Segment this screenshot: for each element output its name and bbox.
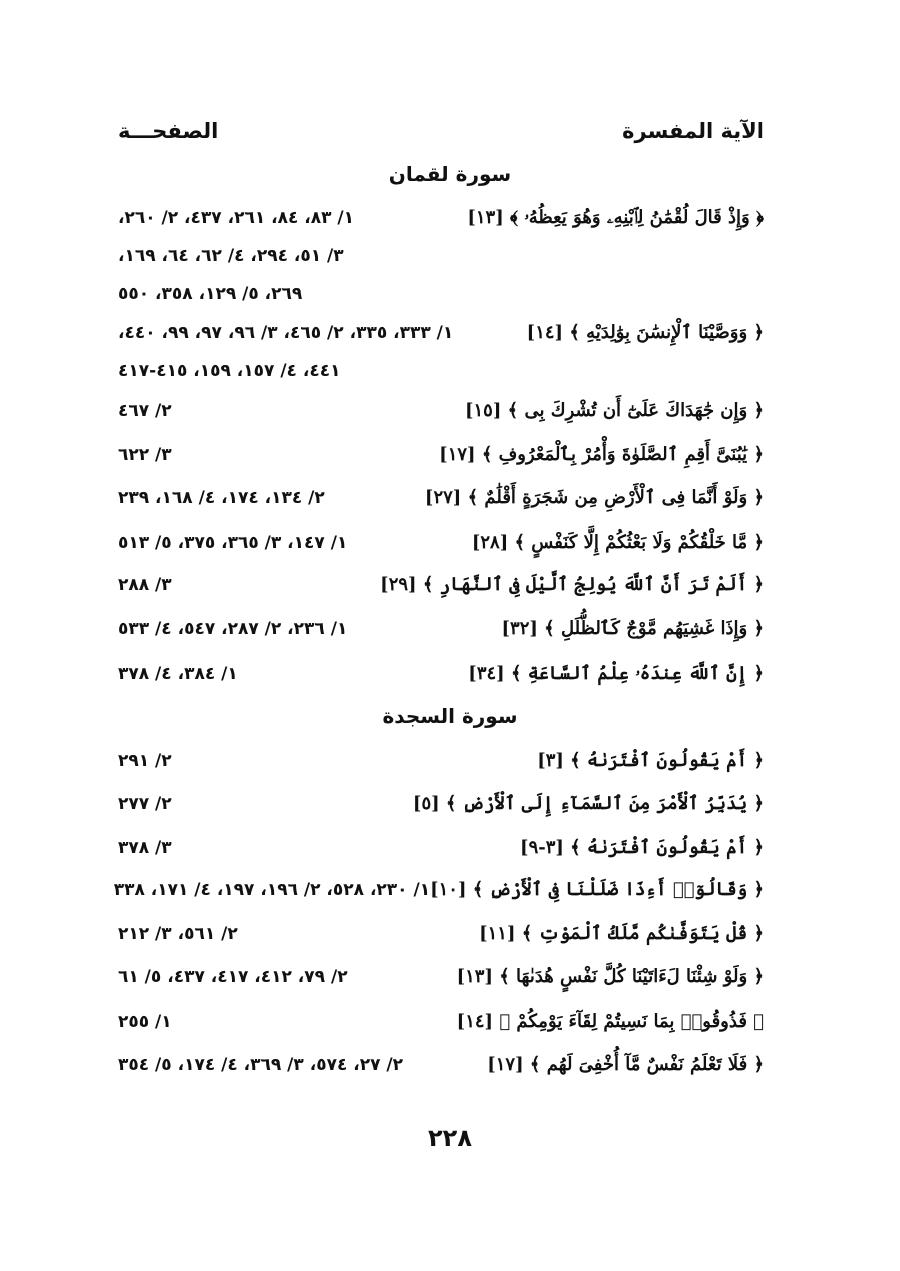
index-entry — [118, 1046, 764, 1084]
verse-text: ﴿ وَإِذْ قَالَ لُقْمَٰنُ لِٱبْنِهِۦ وَهُوَ يَعِظُهُۥ ﴾ [١٣] — [467, 207, 764, 228]
index-entry — [118, 915, 764, 953]
verse-text: ﴿ مَّا خَلْقُكُمْ وَلَا بَعْثُكُمْ إِلَّا كَنَفْسٍ ﴾ [٢٨] — [471, 532, 764, 553]
page-refs: ٣/ ٣٧٨ — [118, 838, 172, 858]
index-entry — [118, 436, 764, 474]
verse-text: ﴿ فَلَا تَعْلَمُ نَفْسٌ مَّآ أُخْفِىَ لَهُم ﴾ [١٧] — [487, 1054, 764, 1075]
verse-text: ﴿ وَقَالُوٓا۟ أَءِذَا ضَلَلْنَا فِى ٱلْأَرْضِ ﴾ [١٠] — [430, 879, 764, 900]
column-header — [118, 114, 764, 148]
page-refs-continued: ٤٤١، ٤/ ١٥٧، ١٥٩، ٤١٥-٤١٧ — [118, 361, 341, 381]
page-refs: ٢/ ٢٧، ٥٧٤، ٣/ ٣٦٩، ٤/ ١٧٤، ٥/ ٣٥٤ — [118, 1055, 404, 1075]
index-entry — [118, 479, 764, 517]
verse-text: ﴿ أَمْ يَقُولُونَ ٱفْتَرَىٰهُ ﴾ [٣-٩] — [520, 837, 764, 858]
page-refs: ١/ ٢٥٥ — [118, 1012, 172, 1032]
page-refs: ٢/ ٧٩، ٤١٢، ٤١٧، ٤٣٧، ٥/ ٦١ — [118, 967, 348, 987]
verse-text: ﴿ قُلْ يَتَوَفَّىٰكُم مَّلَكُ ٱلْمَوْتِ ﴾ [١١] — [479, 923, 764, 944]
page-refs: ١/ ٣٣٣، ٣٣٥، ٢/ ٤٦٥، ٣/ ٩٦، ٩٧، ٩٩، ٤٤٠، — [118, 323, 454, 343]
verse-text: ﴿ يُدَبِّرُ ٱلْأَمْرَ مِنَ ٱلسَّمَآءِ إِلَى ٱلْأَرْضِ ﴾ [٥] — [412, 793, 764, 814]
page-refs: ٢/ ٢٧٧ — [118, 794, 172, 814]
page-refs: ١/ ٣٨٤، ٤/ ٣٧٨ — [118, 664, 238, 684]
index-entry — [118, 655, 764, 693]
page-refs: ٣/ ٦٢٢ — [118, 445, 172, 465]
page-refs-continued: ٣/ ٥١، ٢٩٤، ٤/ ٦٢، ٦٤، ١٦٩، — [118, 246, 344, 266]
verse-text: ﴿ وَلَوْ أَنَّمَا فِى ٱلْأَرْضِ مِن شَجَرَةٍ أَقْلَٰمٌ ﴾ [٢٧] — [424, 487, 764, 508]
page-refs-continued: ٢٦٩، ٥/ ١٢٩، ٣٥٨، ٥٥٠ — [118, 284, 303, 304]
verse-text: ﴿ وَإِن جَٰهَدَاكَ عَلَىٰٓ أَن تُشْرِكَ بِى ﴾ [١٥] — [464, 400, 764, 421]
index-entry — [118, 199, 764, 313]
page-column-label: الصفحـــة — [118, 119, 219, 143]
index-entry — [118, 524, 764, 562]
index-entry — [118, 392, 764, 430]
index-entry — [118, 610, 764, 648]
verse-text: ﴿ وَإِذَا غَشِيَهُم مَّوْجٌ كَٱلظُّلَلِ ﴾ [٣٢] — [501, 618, 764, 639]
index-entry — [118, 829, 764, 867]
page-refs: ٣/ ٢٨٨ — [118, 575, 172, 595]
page-refs: ٢/ ٤٦٧ — [118, 401, 172, 421]
verse-text: ﴿ فَذُوقُوا۟ بِمَا نَسِيتُمْ لِقَآءَ يَوْمِكُمْ ﴾ [١٤] — [456, 1011, 764, 1032]
index-entry — [118, 566, 764, 604]
page-refs: ١/ ٨٣، ٨٤، ٢٦١، ٤٣٧، ٢/ ٢٦٠، — [118, 208, 355, 228]
page-refs: ٢/ ١٣٤، ١٧٤، ٤/ ١٦٨، ٢٣٩ — [118, 488, 325, 508]
index-entry — [118, 1003, 764, 1041]
index-entry — [118, 958, 764, 996]
verse-text: ﴿ وَلَوْ شِئْنَا لَءَاتَيْنَا كُلَّ نَفْسٍ هُدَىٰهَا ﴾ [١٣] — [456, 966, 764, 987]
verse-text: ﴿ وَوَصَّيْنَا ٱلْإِنسَٰنَ بِوَٰلِدَيْهِ ﴾ [١٤] — [526, 322, 764, 343]
verse-column-label: الآية المفسرة — [622, 119, 764, 143]
page-refs: ١/ ١٤٧، ٣/ ٣٦٥، ٣٧٥، ٥/ ٥١٣ — [118, 533, 348, 553]
verse-text: ﴿ أَمْ يَقُولُونَ ٱفْتَرَىٰهُ ﴾ [٣] — [537, 750, 764, 771]
verse-text: ﴿ يَٰبُنَىَّ أَقِمِ ٱلصَّلَوٰةَ وَأْمُرْ بِٱلْمَعْرُوفِ ﴾ [١٧] — [439, 444, 764, 465]
page-refs: ٢/ ٥٦١، ٣/ ٢١٢ — [118, 924, 238, 944]
page-refs: ١/ ٢٣٦، ٢/ ٢٨٧، ٥٤٧، ٤/ ٥٣٣ — [118, 619, 348, 639]
verse-text: ﴿ إِنَّ ٱللَّهَ عِندَهُۥ عِلْمُ ٱلسَّاعَةِ ﴾ [٣٤] — [468, 663, 764, 684]
index-entry — [118, 742, 764, 780]
verse-text: ﴿ أَلَمْ تَرَ أَنَّ ٱللَّهَ يُولِجُ ٱلَّيْلَ فِى ٱلنَّهَارِ ﴾ [٢٩] — [380, 574, 764, 595]
page-refs: ١/ ٢٣٠، ٥٢٨، ٢/ ١٩٦، ١٩٧، ٤/ ١٧١، ٣٣٨ — [113, 880, 431, 900]
index-entry — [113, 871, 764, 909]
surah-title-luqman: سورة لقمان — [388, 162, 512, 186]
page-refs: ٢/ ٢٩١ — [118, 751, 172, 771]
index-entry — [118, 785, 764, 823]
surah-title-sajdah: سورة السجدة — [382, 704, 518, 728]
index-entry — [118, 314, 764, 390]
page-number: ٢٢٨ — [428, 1124, 472, 1152]
